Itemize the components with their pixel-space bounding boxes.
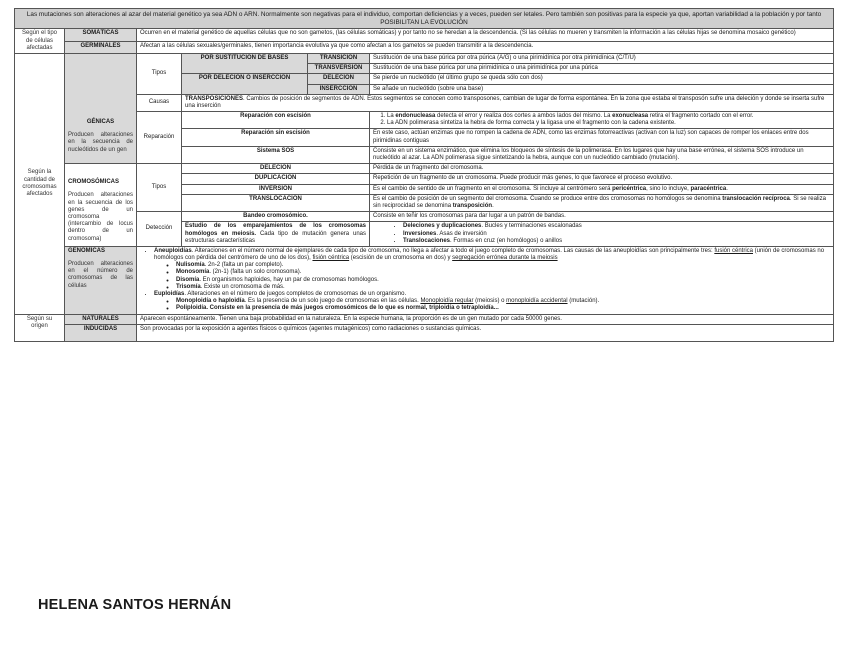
text-no-excision: En este caso, actúan enzimas que no rompen la cadena de ADN, como las enzimas fotorreactivas (activan con la luz) son capaces de romper los enlaces entre dos pirimidinas contiguas <box>370 129 834 146</box>
text-causes-body: . Cambios de posición de segmentos de ADN. Estos segmentos se conocen como transposones, cambian de lugar de forma espontánea. En la zona que estaba el transposón sufre una deleción y donde se inserta sufre una inserción <box>185 95 825 109</box>
pairing-item-1: • Deleciones y duplicaciones. Bucles y terminaciones escalonadas <box>403 223 830 230</box>
criterion-cell-type: Según el tipo de células afectadas <box>15 29 65 54</box>
monoploidy-item: ◦ Monoploidía o haploidía. Es la presencia de un solo juego de cromosomas en las células. Monoploidía regular (meiosis) o monoploidía accidental (mutación). <box>176 298 830 305</box>
text-inversion: Es el cambio de sentido de un fragmento en el cromosoma. Si incluye al centrómero será pericéntrica, sino lo incluye, paracéntrica. <box>370 184 834 194</box>
label-sos: Sistema SOS <box>182 146 370 163</box>
text-genomic <box>137 246 834 314</box>
trisomy-item: ◦ Trisomía. Existe un cromosoma de más. <box>176 284 830 291</box>
label-genic-deletion: DELECIÓN <box>308 74 370 84</box>
label-chrom-types: Tipos <box>137 164 182 212</box>
label-repair: Reparación <box>137 112 182 164</box>
criterion-origin: Según su origen <box>15 314 65 341</box>
row-banding <box>15 212 834 222</box>
chromosomal-cell <box>65 164 137 247</box>
nullisomy-item: ◦ Nulisomía. 2n-2 (falta un par completo). <box>176 262 830 269</box>
pairing-item-3: • Translocaciones. Formas en cruz (en homólogos) o anillos <box>403 238 830 245</box>
text-insertion: Se añade un nucleótido (sobre una base) <box>370 84 834 94</box>
label-translocation: TRANSLOCACIÓN <box>182 194 370 211</box>
text-chrom-deletion: Pérdida de un fragmento del cromosoma. <box>370 164 834 174</box>
label-detection: Detección <box>137 212 182 247</box>
text-translocation: Es el cambio de posición de un segmento del cromosoma. Cuando se produce entre dos cromosomas no homólogos se denomina translocación recíproca. Si se realiza sin reciprocidad se denomina transposición. <box>370 194 834 211</box>
label-somatic: SOMÁTICAS <box>65 29 137 41</box>
text-pairing <box>370 222 834 247</box>
label-genic-types: Tipos <box>137 53 182 94</box>
monosomy-item: ◦ Monosomía. (2n-1) (falta un solo cromosoma). <box>176 269 830 276</box>
text-duplication: Repetición de un fragmento de un cromosoma. Puede producir más genes, lo que favorece el proceso evolutivo. <box>370 174 834 184</box>
header-row <box>15 9 834 29</box>
row-somatic <box>15 29 834 41</box>
genomic-cell <box>65 246 137 314</box>
label-excision: Reparación con escisión <box>182 112 370 129</box>
text-genic-deletion: Se pierde un nucleótido (el último grupo se queda sólo con dos) <box>370 74 834 84</box>
mutations-table <box>14 8 834 342</box>
row-excision <box>15 112 834 129</box>
row-germinal <box>15 41 834 53</box>
author-name: HELENA SANTOS HERNÁN <box>38 597 232 613</box>
text-excision <box>370 112 834 129</box>
label-causes: Causas <box>137 94 182 111</box>
desc-chromosomal: Producen alteraciones en la secuencia de los genes de un cromosoma (intercambio de locus dentro de un cromosoma) <box>68 192 133 242</box>
desc-genomic: Producen alteraciones en el número de cromosomas de las células <box>68 261 133 289</box>
row-causes <box>15 94 834 111</box>
text-transversion: Sustitución de una base púrica por una pirimidínica o una pirimidínica por una púrica <box>370 64 834 74</box>
header-text: Las mutaciones son alteraciones al azar del material genético ya sea ADN o ARN. Normalmente son negativas para el individuo, comportan deficiencias y a veces, pueden ser letales. Pero también son positivas para la especie ya que, aportan variabilidad a la población y por tanto POSIBILITAN LA EVOLUCIÓN <box>15 9 834 29</box>
mutations-summary-sheet <box>14 8 834 342</box>
label-chromosomal: CROMOSÓMICAS <box>68 179 119 186</box>
excision-step-2: 2. La ADN polimerasa sintetiza la hebra de forma correcta y la ligasa une el fragmento con la cadena existente. <box>387 120 830 127</box>
text-somatic: Ocurren en el material genético de aquellas células que no son gametos, (las células somáticas) y por tanto no se heredan a la descendencia. (Si las células no mueren y transmiten la información a las células hijas se denomina mosaico genético) <box>137 29 834 41</box>
label-no-excision: Reparación sin escisión <box>182 129 370 146</box>
text-banding: Consiste en teñir los cromosomas para dar lugar a un patrón de bandas. <box>370 212 834 222</box>
label-transition: TRANSICIÓN <box>308 53 370 63</box>
row-induced <box>15 324 834 341</box>
polyploidy-item: ◦ Poliploidía. Consiste en la presencia de más juegos cromosómicos de lo que es normal, triploidía o tetraploidía... <box>176 305 830 312</box>
disomy-item: ◦ Disomía. En organismos haploides, hay un par de cromosomas homólogos. <box>176 277 830 284</box>
label-chrom-deletion: DELECIÓN <box>182 164 370 174</box>
euploidy-item: • Euploidías. Alteraciones en el número de juegos completos de cromosomas de un organismo. ◦ Monoploidía o haploidía. Es la presencia de un solo juego de cromosomas en las células. Monoploidía regular (meiosis) o monoploidía accidental (mutación). ◦ Poliploidía. Consiste en la presencia de más juegos cromosómicos de lo que es normal, triploidía o tetraploidía... <box>154 291 830 313</box>
label-indel: POR DELECIÓN O INSERCCIÓN <box>182 74 308 94</box>
label-genomic: GENÓMICAS <box>68 247 106 254</box>
label-substitution: POR SUSTITUCIÓN DE BASES <box>182 53 308 73</box>
text-transition: Sustitución de una base púrica por otra púrica (A/G) o una pirimidínica por otra pirimidínica (C/T/U) <box>370 53 834 63</box>
aneuploidy-item: • Aneuploidías. Alteraciones en el número normal de ejemplares de cada tipo de cromosoma, no llega a afectar a todo el juego completo de cromosomas. Las causas de las aneuploidías son principalmente tres: fusión céntrica (unión de cromosomas no homólogos con pérdida del centrómero de uno de los dos), fisión céntrica (escisión de un cromosoma en dos) y segregación errónea durante la meiosis ◦ Nulisomía. 2n-2 (falta un par completo). ◦ Monosomía. (2n-1) (falta un solo cromosoma). ◦ Disomía. En organismos haploides, hay un par de cromosomas homólogos. ◦ Trisomía. Existe un cromosoma de más. <box>154 248 830 291</box>
row-natural <box>15 314 834 324</box>
label-banding: Bandeo cromosómico. <box>182 212 370 222</box>
row-genomic <box>15 246 834 314</box>
row-transition <box>15 53 834 63</box>
label-genic: GÉNICAS <box>86 118 115 125</box>
text-germinal: Afectan a las células sexuales/germinales, tienen importancia evolutiva ya que como afectan a los gametos se pueden transmitir a la descendencia. <box>137 41 834 53</box>
desc-genic: Producen alteraciones en la secuencia de nucleótidos de un gen <box>68 132 133 153</box>
text-induced: Son provocadas por la exposición a agentes físicos o químicos (agentes mutagénicos) como radiaciones o sustancias químicas. <box>137 324 834 341</box>
text-pairing-label: Estudio de los emparejamientos de los cromosomas homólogos en meiosis. Cada tipo de mutación genera unas estructuras características <box>182 222 370 247</box>
genic-cell <box>65 53 137 163</box>
label-induced: INDUCIDAS <box>65 324 137 341</box>
criterion-amount: Según la cantidad de cromosomas afectados <box>15 53 65 314</box>
label-inversion: INVERSIÓN <box>182 184 370 194</box>
label-transversion: TRANSVERSIÓN <box>308 64 370 74</box>
text-sos: Consiste en un sistema enzimático, que elimina los bloqueos de síntesis de la polimerasa. En los lugares que hay una base errónea, el sistema SOS introduce un nucleótido al azar. La ADN polimerasa sigue sintetizando la hebra, aunque con un nucleótido cambiado (mutación). <box>370 146 834 163</box>
excision-step-1: 1. La endonucleasa detecta el error y realiza dos cortes a ambos lados del mismo. La exonucleasa retira el fragmento cortado con el error. <box>387 113 830 120</box>
label-insertion: INSERCCIÓN <box>308 84 370 94</box>
label-duplication: DUPLICACIÓN <box>182 174 370 184</box>
label-natural: NATURALES <box>65 314 137 324</box>
row-chrom-deletion <box>15 164 834 174</box>
text-natural: Aparecen espontáneamente. Tienen una baja probabilidad en la naturaleza. En la especie humana, la proporción es de un gen mutado por cada 50000 genes. <box>137 314 834 324</box>
pairing-item-2: • Inversiones. Asas de inversión <box>403 231 830 238</box>
text-causes <box>182 94 834 111</box>
label-germinal: GERMINALES <box>65 41 137 53</box>
term-transpositions: TRANSPOSICIONES <box>185 95 244 102</box>
